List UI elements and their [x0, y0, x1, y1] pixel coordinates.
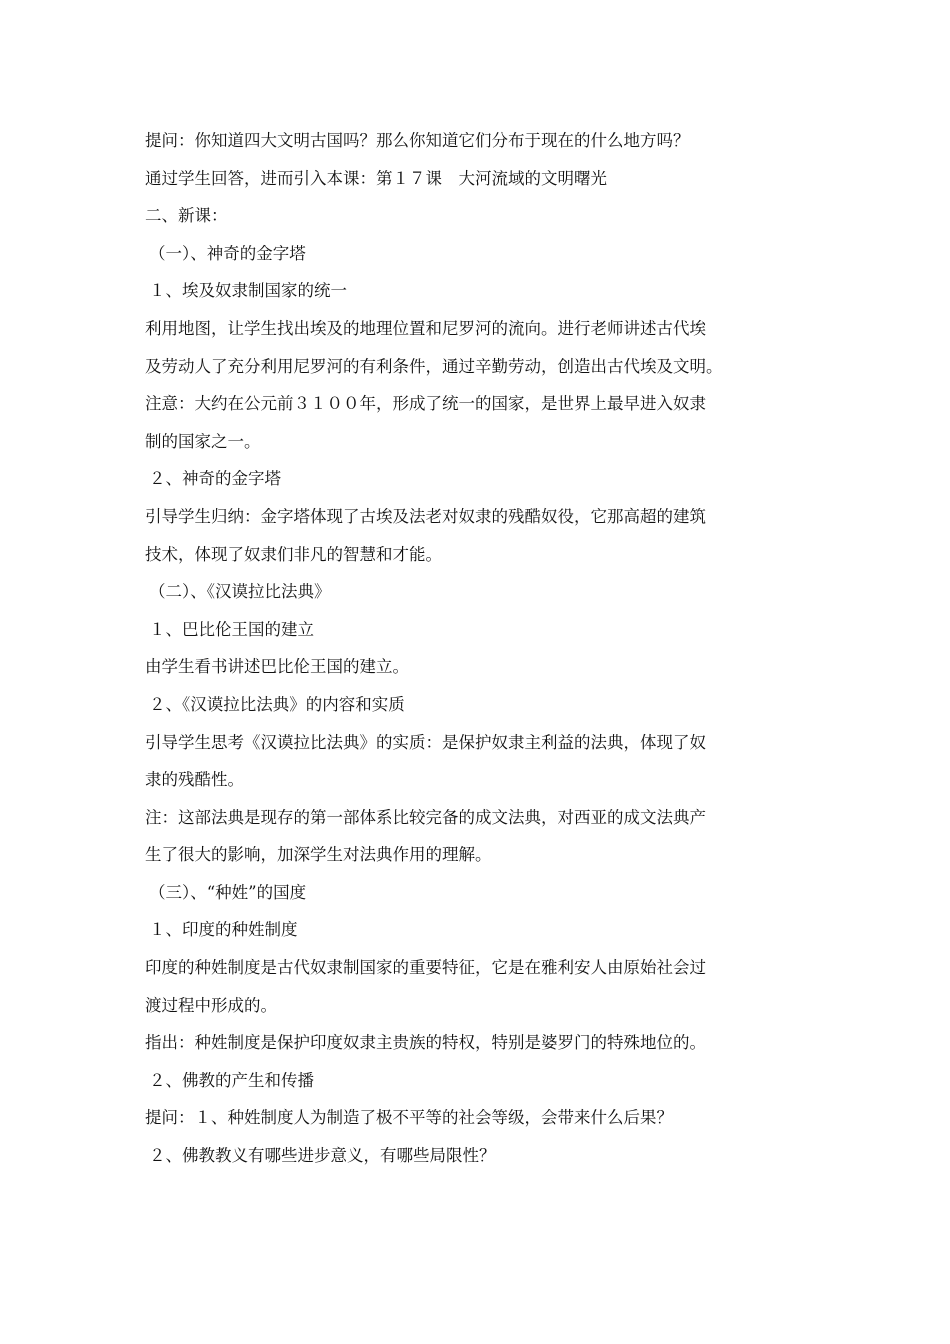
text-line: 注意：大约在公元前３１００年，形成了统一的国家，是世界上最早进入奴隶 — [145, 394, 706, 414]
item-heading: １、埃及奴隶制国家的统一 — [149, 281, 347, 301]
text-line: 制的国家之一。 — [145, 431, 261, 451]
subsection-heading: （二）、《汉谟拉比法典》 — [149, 582, 331, 602]
text-line: 技术，体现了奴隶们非凡的智慧和才能。 — [145, 544, 442, 564]
item-heading: ２、神奇的金字塔 — [149, 469, 281, 489]
text-line: ２、佛教教义有哪些进步意义，有哪些局限性？ — [149, 1146, 496, 1166]
text-line: 提问：１、种姓制度人为制造了极不平等的社会等级，会带来什么后果？ — [145, 1108, 673, 1128]
text-line: 提问：你知道四大文明古国吗？那么你知道它们分布于现在的什么地方吗？ — [145, 131, 690, 150]
text-line: 利用地图，让学生找出埃及的地理位置和尼罗河的流向。进行老师讲述古代埃 — [145, 318, 706, 338]
text-line: 引导学生归纳：金字塔体现了古埃及法老对奴隶的残酷奴役，它那高超的建筑 — [145, 506, 706, 526]
text-line: 隶的残酷性。 — [145, 770, 244, 790]
subsection-heading: （三）、“种姓”的国度 — [149, 882, 307, 902]
item-heading: １、印度的种姓制度 — [149, 920, 298, 940]
section-heading: 二、新课： — [145, 206, 228, 226]
text-line: 印度的种姓制度是古代奴隶制国家的重要特征，它是在雅利安人由原始社会过 — [145, 958, 706, 978]
item-heading: ２、佛教的产生和传播 — [149, 1070, 314, 1090]
text-line: 指出：种姓制度是保护印度奴隶主贵族的特权，特别是婆罗门的特殊地位的。 — [145, 1033, 706, 1053]
text-line: 由学生看书讲述巴比伦王国的建立。 — [145, 657, 409, 677]
subsection-heading: （一）、神奇的金字塔 — [149, 243, 306, 263]
item-heading: ２、《汉谟拉比法典》的内容和实质 — [149, 694, 405, 714]
text-line: 注：这部法典是现存的第一部体系比较完备的成文法典，对西亚的成文法典产 — [145, 807, 706, 827]
item-heading: １、巴比伦王国的建立 — [149, 619, 314, 639]
document-body — [145, 122, 815, 1175]
text-line: 渡过程中形成的。 — [145, 995, 277, 1015]
text-line: 通过学生回答，进而引入本课：第１７课 大河流域的文明曙光 — [145, 168, 607, 188]
text-line: 引导学生思考《汉谟拉比法典》的实质：是保护奴隶主利益的法典，体现了奴 — [145, 732, 706, 752]
text-line: 生了很大的影响，加深学生对法典作用的理解。 — [145, 845, 492, 865]
text-line: 及劳动人了充分利用尼罗河的有利条件，通过辛勤劳动，创造出古代埃及文明。 — [145, 356, 723, 376]
